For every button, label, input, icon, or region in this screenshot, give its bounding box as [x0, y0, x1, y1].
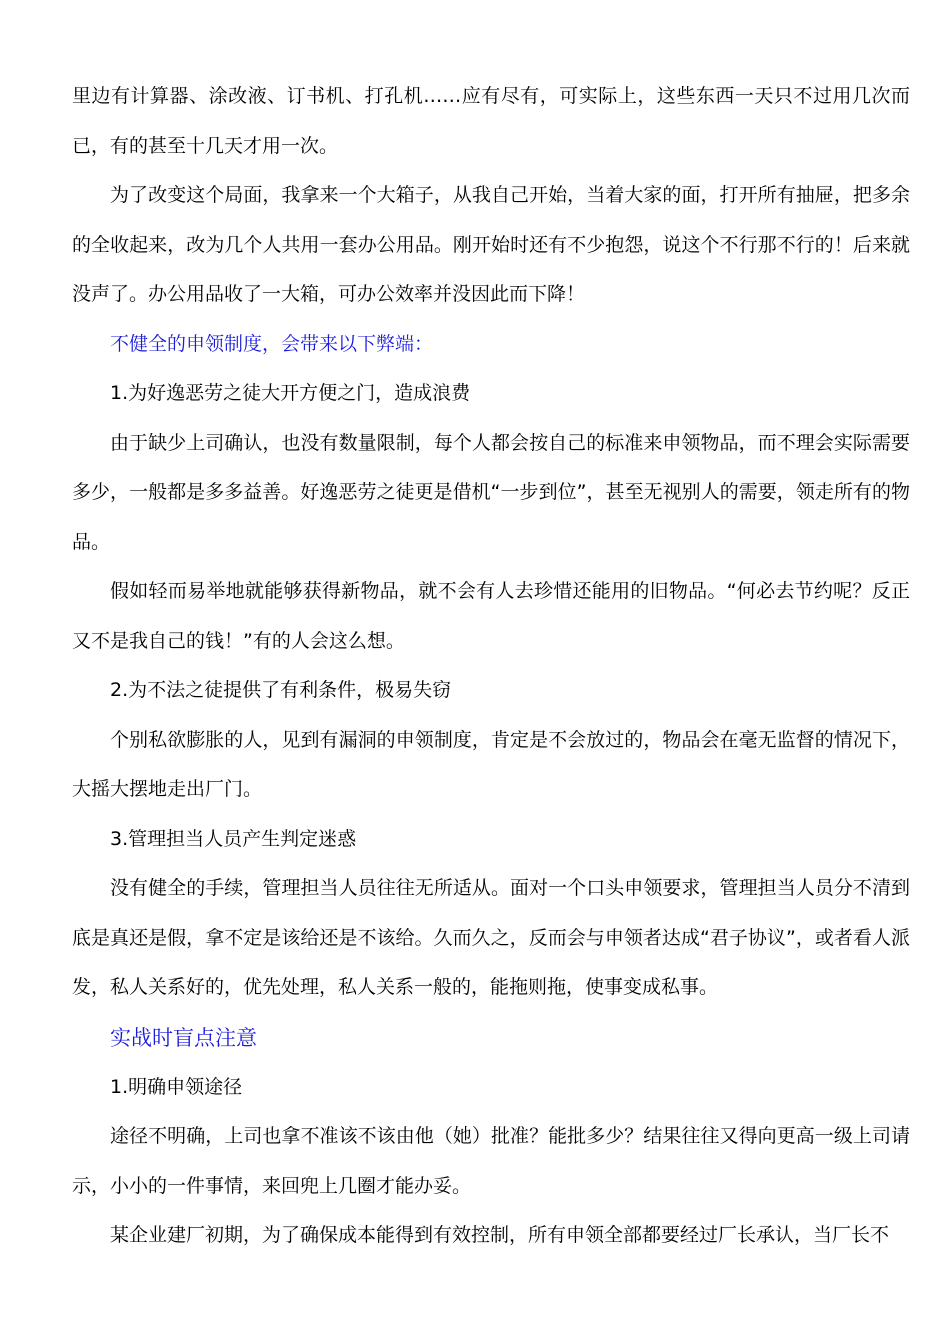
subheading-clear-channel: 1.明确申领途径 — [110, 1075, 243, 1098]
paragraph-lack-confirmation: 由于缺少上司确认，也没有数量限制，每个人都会按自己的标准来申领物品，而不理会实际需要多少，一般都是多多益善。好逸恶劳之徒更是借机“一步到位”，甚至无视别人的需要，领走所有的物品。 — [72, 431, 910, 553]
paragraph-office-supplies-list: 里边有计算器、涂改液、订书机、打孔机……应有尽有，可实际上，这些东西一天只不过用几次而已，有的甚至十几天才用一次。 — [72, 85, 910, 157]
section-heading-drawbacks: 不健全的申领制度，会带来以下弊端： — [110, 332, 434, 355]
paragraph-big-box: 为了改变这个局面，我拿来一个大箱子，从我自己开始，当着大家的面，打开所有抽屉，把多余的全收起来，改为几个人共用一套办公用品。刚开始时还有不少抱怨，说这个不行那不行的！后来就没声了。办公用品收了一大箱，可办公效率并没因此而下降！ — [72, 184, 910, 305]
paragraph-factory-example: 某企业建厂初期，为了确保成本能得到有效控制，所有申领全部都要经过厂长承认，当厂长不 — [110, 1224, 890, 1246]
paragraph-new-items: 假如轻而易举地就能够获得新物品，就不会有人去珍惜还能用的旧物品。“何必去节约呢？反正又不是我自己的钱！”有的人会这么想。 — [72, 580, 910, 652]
paragraph-unclear-channel: 途径不明确，上司也拿不准该不该由他（她）批准？能批多少？结果往往又得向更高一级上司请示，小小的一件事情，来回兜上几圈才能办妥。 — [72, 1125, 910, 1197]
paragraph-loophole: 个别私欲膨胀的人，见到有漏洞的申领制度，肯定是不会放过的，物品会在毫无监督的情况下，大摇大摆地走出厂门。 — [72, 728, 910, 800]
subheading-theft: 2.为不法之徒提供了有利条件，极易失窃 — [110, 679, 452, 701]
paragraph-no-procedure: 没有健全的手续，管理担当人员往往无所适从。面对一个口头申领要求，管理担当人员分不清到底是真还是假，拿不定是该给还是不该给。久而久之，反而会与申领者达成“君子协议”，或者看人派发，私人关系好的，优先处理，私人关系一般的，能拖则拖，使事变成私事。 — [72, 877, 910, 998]
subheading-waste: 1.为好逸恶劳之徒大开方便之门，造成浪费 — [110, 382, 471, 404]
subheading-confusion: 3.管理担当人员产生判定迷惑 — [110, 827, 357, 850]
section-heading-blind-spots: 实战时盲点注意 — [110, 1025, 257, 1050]
